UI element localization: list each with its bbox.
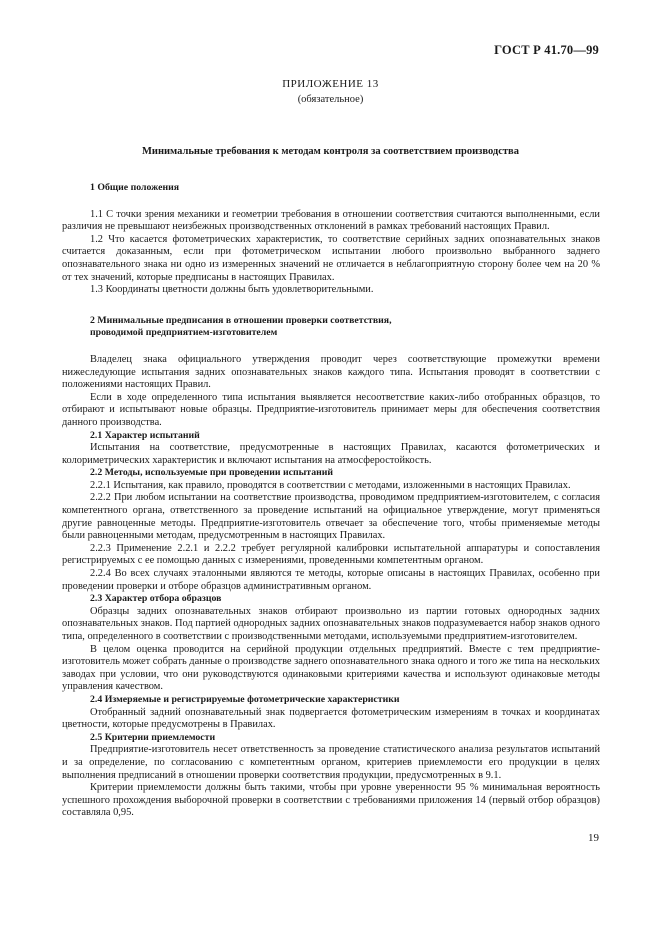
annex-status: (обязательное) — [297, 94, 364, 105]
subsection-2-1-heading: 2.1 Характер испытаний — [90, 429, 200, 441]
standard-id: ГОСТ Р 41.70—99 — [494, 43, 599, 57]
subsection-2-2-heading: 2.2 Методы, используемые при проведении испытаний — [90, 467, 334, 479]
subsection-2-5-heading: 2.5 Критерии приемлемости — [90, 731, 216, 743]
paragraph-2-5-a: Предприятие-изготовитель несет ответственность за проведение статистического анализа результатов испытаний и за определение, по согласованию с компетентным органом, критериев приемлемости его продукции в целях выполнения предписаний в отношении проверки соответствия продукции, предусмотренных в 9.1. — [62, 744, 600, 781]
annex-title: ПРИЛОЖЕНИЕ 13 — [282, 78, 379, 90]
paragraph-1-1: 1.1 С точки зрения механики и геометрии требования в отношении соответствия считаются выполненными, если различия не превышают неизбежных производственных отклонений в рамках требований настоящих Правил. — [62, 208, 600, 233]
paragraph-2-3-a: Образцы задних опознавательных знаков отбирают произвольно из партии готовых однородных задних опознавательных знаков. Под партией однородных задних опознавательных знаков подразумевается набор знаков одного типа, определенного в соответствии с производственными методами, используемыми предприятием-изготовителем. — [62, 605, 600, 642]
paragraph-2-2-4: 2.2.4 Во всех случаях эталонными являются те методы, которые описаны в настоящих Правилах, особенно при проведении проверки и отборе образцов административным органом. — [62, 568, 600, 592]
paragraph-1-3: 1.3 Координаты цветности должны быть удовлетворительными. — [90, 284, 374, 296]
paragraph-2-2-2: 2.2.2 При любом испытании на соответствие производства, проводимом предприятием-изготовителем, с согласия компетентного органа, ответственного за проведение испытаний на официальное утверждение, могут применяться другие равноценные методы. Предприятие-изготовитель отвечает за обеспечение того, чтобы применяемые методы были равноценными методам, предусмотренным в настоящих Правилах. — [62, 492, 600, 542]
paragraph-2-intro-1: Владелец знака официального утверждения проводит через соответствующие промежутки времени нижеследующие испытания задних опознавательных знаков каждого типа. Испытания проводят в соответствии с положениями настоящих Правил. — [62, 353, 600, 391]
paragraph-2-2-3: 2.2.3 Применение 2.2.1 и 2.2.2 требует регулярной калибровки испытательной аппаратуры и сопоставления регистрируемых с ее помощью данных с измерениями, проведенными компетентным органом. — [62, 542, 600, 567]
paragraph-2-2-1: 2.2.1 Испытания, как правило, проводятся в соответствии с методами, изложенными в настоящих Правилах. — [90, 479, 571, 491]
section-1-heading: 1 Общие положения — [90, 182, 180, 193]
section-2-heading-line1: 2 Минимальные предписания в отношении проверки соответствия, — [90, 314, 392, 326]
section-2-heading-line2: проводимой предприятием-изготовителем — [90, 327, 278, 339]
paragraph-2-3-b: В целом оценка проводится на серийной продукции отдельных предприятий. Вместе с тем предприятие-изготовитель может собрать данные о производстве заднего опознавательного знака одного и того же типа на нескольких заводах при условии, что они руководствуются одинаковыми критериями качества и используют одинаковые методы управления качеством. — [62, 643, 600, 693]
paragraph-2-4: Отобранный задний опознавательный знак подвергается фотометрическим измерениям в точках и координатах цветности, которые предусмотрены в Правилах. — [62, 706, 600, 731]
paragraph-2-intro-2: Если в ходе определенного типа испытания выявляется несоответствие каких-либо отобранных образцов, то отбирают и испытывают новые образцы. Предприятие-изготовитель принимает меры для обеспечения соответствия данного производства. — [62, 391, 600, 428]
subsection-2-4-heading: 2.4 Измеряемые и регистрируемые фотометрические характеристики — [90, 693, 400, 705]
page-number: 19 — [588, 832, 599, 844]
paragraph-1-2: 1.2 Что касается фотометрических характеристик, то соответствие серийных задних опознавательных знаков считается доказанным, если при фотометрическом испытании любого произвольно выбранного заднего опознавательного знака ни одно из измеренных значений не отличается в неблагоприятную сторону более чем на 20 % от тех значений, которые предписаны в настоящих Правилах. — [62, 233, 600, 283]
document-body — [62, 178, 600, 820]
subsection-2-3-heading: 2.3 Характер отбора образцов — [90, 593, 222, 605]
annex-heading: Минимальные требования к методам контроля за соответствием производства — [142, 146, 519, 157]
paragraph-2-1: Испытания на соответствие, предусмотренные в настоящих Правилах, касаются фотометрических и колориметрических характеристик и включают испытания на атмосферостойкость. — [62, 442, 600, 466]
paragraph-2-5-b: Критерии приемлемости должны быть такими, чтобы при уровне уверенности 95 % минимальная вероятность успешного прохождения выборочной проверки в соответствии с требованиями приложения 14 (первый отбор образцов) составляла 0,95. — [62, 782, 600, 819]
